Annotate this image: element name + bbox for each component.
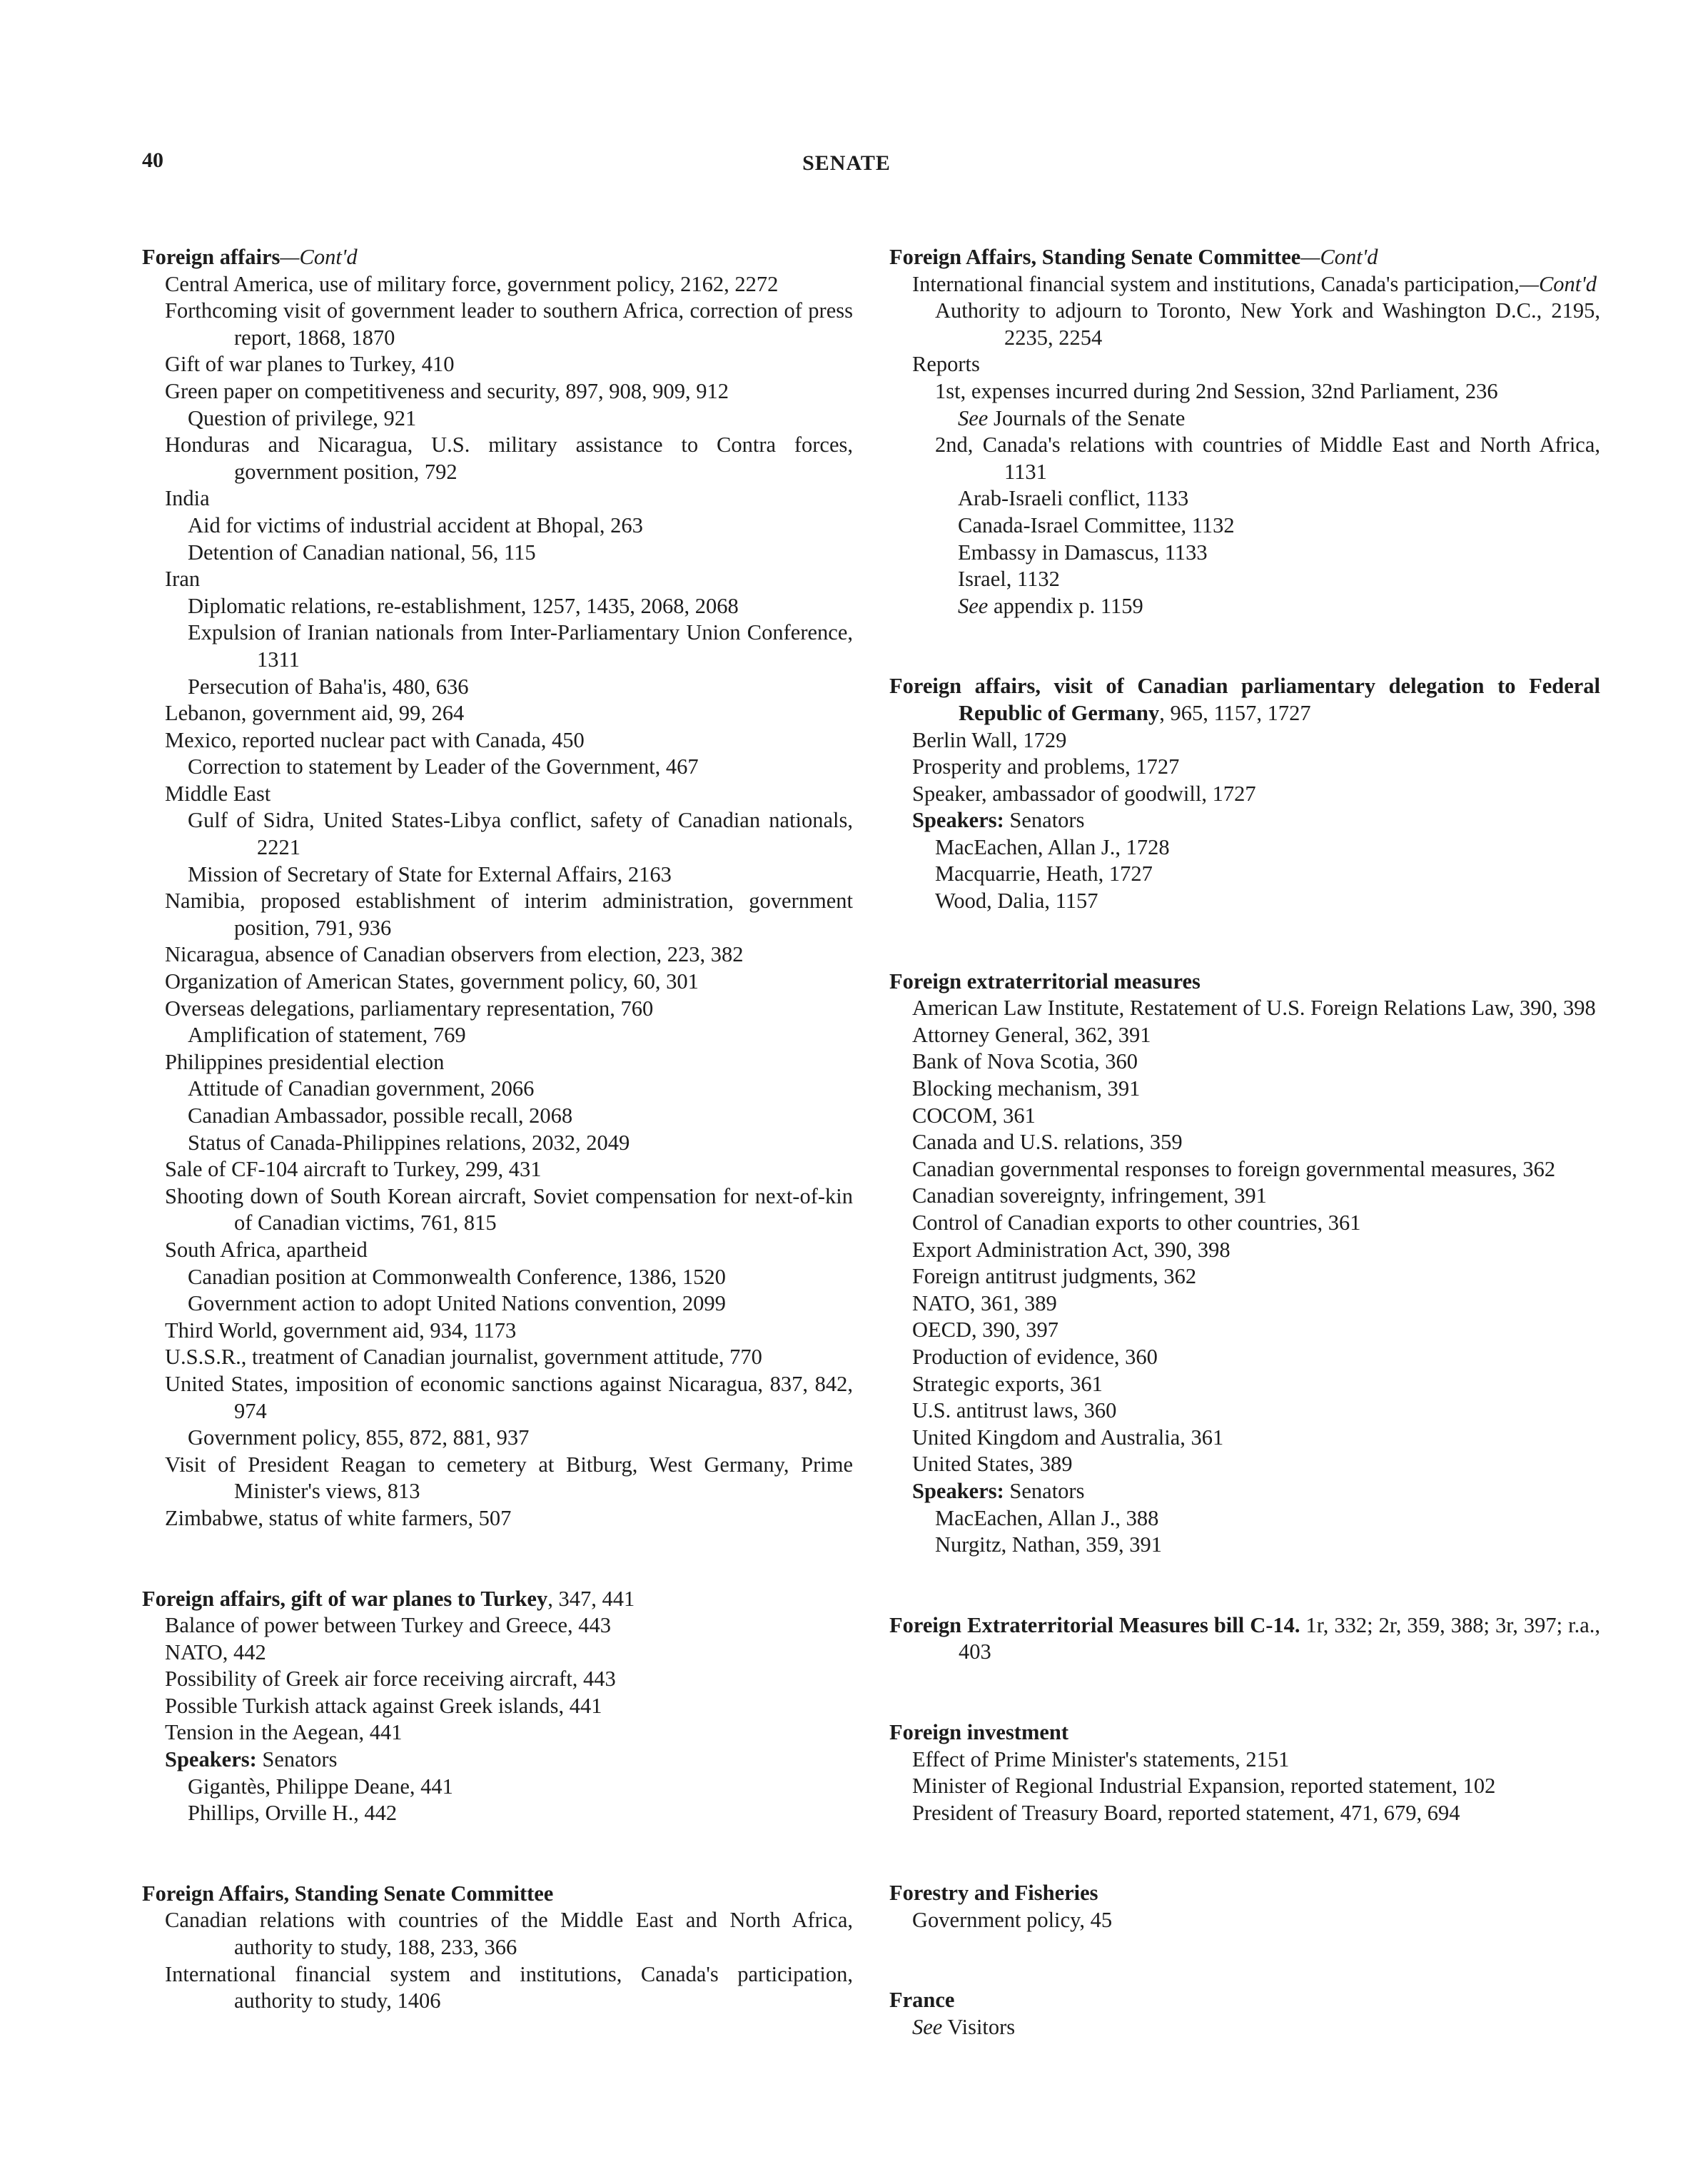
subentry-line (142, 754, 853, 781)
text-segment: NATO, 361, 389 (912, 1290, 1057, 1315)
subentry-line (889, 781, 1600, 808)
subentry-line (142, 1639, 853, 1667)
text-segment: Sale of CF-104 aircraft to Turkey, 299, 431 (165, 1157, 542, 1182)
text-segment: MacEachen, Allan J., 388 (935, 1505, 1159, 1530)
index-entry (142, 1586, 853, 1827)
subentry-line (889, 727, 1600, 754)
entry-heading (889, 244, 1600, 271)
subentry-line (889, 485, 1600, 512)
text-segment: —Cont'd (1300, 245, 1378, 269)
text-segment: Foreign Extraterritorial Measures bill C-14. (889, 1612, 1300, 1637)
subentry-line (142, 861, 853, 889)
subentry-line (889, 1129, 1600, 1156)
text-segment: Minister of Regional Industrial Expansion, reported statement, 102 (912, 1774, 1496, 1799)
text-segment: Forestry and Fisheries (889, 1881, 1098, 1906)
entry-heading (889, 969, 1600, 996)
text-segment: Lebanon, government aid, 99, 264 (165, 701, 465, 726)
entry-heading (142, 1881, 853, 1908)
index-entry (889, 244, 1600, 620)
entry-heading (889, 1612, 1600, 1666)
subentry-line (142, 378, 853, 405)
subentry-line (142, 1452, 853, 1505)
text-segment: Export Administration Act, 390, 398 (912, 1237, 1230, 1262)
subentry-line (142, 620, 853, 673)
text-segment: —Cont'd (280, 245, 358, 269)
text-segment: American Law Institute, Restatement of U.S. Foreign Relations Law, 390, 398 (912, 996, 1596, 1021)
subentry-line (889, 1532, 1600, 1559)
text-segment: Honduras and Nicaragua, U.S. military assistance to Contra forces, government position, 792 (165, 433, 853, 484)
text-segment: Foreign Affairs, Standing Senate Committee (142, 1881, 554, 1906)
text-segment: U.S. antitrust laws, 360 (912, 1398, 1117, 1423)
subentry-line (142, 1022, 853, 1049)
subentry-line (142, 700, 853, 727)
text-segment: Question of privilege, 921 (188, 405, 417, 430)
index-entry (142, 244, 853, 1532)
subentry-line (889, 1800, 1600, 1827)
text-segment: Forthcoming visit of government leader to southern Africa, correction of press report, 1868, 1870 (165, 298, 853, 350)
subentry-line (889, 351, 1600, 378)
text-segment: United States, imposition of economic sanctions against Nicaragua, 837, 842, 974 (165, 1371, 853, 1423)
text-segment: Nurgitz, Nathan, 359, 391 (935, 1532, 1162, 1557)
text-segment: Macquarrie, Heath, 1727 (935, 861, 1153, 886)
text-segment: Visit of President Reagan to cemetery at Bitburg, West Germany, Prime Minister's views, 813 (165, 1452, 853, 1504)
index-entry (889, 1880, 1600, 1933)
text-segment: Speakers: (912, 808, 1004, 833)
text-segment: Possible Turkish attack against Greek islands, 441 (165, 1693, 602, 1718)
text-segment: —Cont'd (1519, 271, 1597, 296)
text-segment: Foreign Affairs, Standing Senate Committee (889, 245, 1301, 269)
text-segment: Speakers: (912, 1478, 1004, 1503)
subentry-line (889, 1425, 1600, 1452)
text-segment: Strategic exports, 361 (912, 1371, 1103, 1396)
text-segment: Tension in the Aegean, 441 (165, 1720, 403, 1745)
subentry-line (889, 1317, 1600, 1344)
text-segment: , 347, 441 (547, 1586, 635, 1611)
text-segment: Senators (1004, 1478, 1085, 1503)
entry-heading (889, 1987, 1600, 2014)
subentry-line (142, 512, 853, 540)
text-segment: Canadian governmental responses to foreign governmental measures, 362 (912, 1156, 1556, 1181)
subentry-line (889, 271, 1600, 298)
text-segment: Government policy, 45 (912, 1907, 1113, 1932)
subentry-line (889, 1290, 1600, 1318)
text-segment: NATO, 442 (165, 1639, 266, 1664)
subentry-line (889, 754, 1600, 781)
text-segment: Zimbabwe, status of white farmers, 507 (165, 1505, 512, 1530)
text-segment: Attitude of Canadian government, 2066 (188, 1076, 535, 1101)
subentry-line (889, 1237, 1600, 1264)
text-segment: Namibia, proposed establishment of interim administration, government position, 791, 936 (165, 889, 853, 940)
text-segment: Amplification of statement, 769 (188, 1023, 466, 1048)
text-segment: Balance of power between Turkey and Greece, 443 (165, 1613, 612, 1638)
subentry-line (142, 1907, 853, 1961)
text-segment: Gift of war planes to Turkey, 410 (165, 352, 455, 377)
text-segment: Production of evidence, 360 (912, 1344, 1158, 1369)
text-segment: Aid for victims of industrial accident at Bhopal, 263 (188, 512, 643, 537)
text-segment: Philippines presidential election (165, 1049, 445, 1074)
subentry-line (889, 1505, 1600, 1532)
entry-heading (142, 244, 853, 271)
text-segment: Wood, Dalia, 1157 (935, 889, 1098, 914)
text-segment: Expulsion of Iranian nationals from Inter-Parliamentary Union Conference, 1311 (188, 620, 853, 672)
text-segment: Status of Canada-Philippines relations, 2032, 2049 (188, 1130, 630, 1155)
text-segment: Shooting down of South Korean aircraft, Soviet compensation for next-of-kin of Canadian victims, 761, 815 (165, 1183, 853, 1235)
subentry-line (889, 995, 1600, 1022)
subentry-line (142, 1156, 853, 1183)
text-segment: See (958, 593, 989, 618)
text-segment: Foreign affairs, gift of war planes to Turkey (142, 1586, 548, 1611)
text-segment: Central America, use of military force, government policy, 2162, 2272 (165, 271, 779, 296)
subentry-line (142, 405, 853, 433)
text-segment: France (889, 1988, 955, 2013)
subentry-line (142, 1774, 853, 1801)
text-segment: Authority to adjourn to Toronto, New York and Washington D.C., 2195, 2235, 2254 (935, 298, 1600, 350)
subentry-line (142, 1344, 853, 1371)
index-entry (889, 1719, 1600, 1826)
text-segment: Foreign extraterritorial measures (889, 969, 1201, 994)
subentry-line (889, 888, 1600, 915)
text-segment: Canada-Israel Committee, 1132 (958, 512, 1235, 537)
subentry-line (142, 1130, 853, 1157)
subentry-line (142, 1290, 853, 1318)
subentry-line (142, 1264, 853, 1291)
subentry-line (889, 1263, 1600, 1290)
subentry-line (889, 1183, 1600, 1210)
subentry-line (889, 1076, 1600, 1103)
subentry-line (142, 1505, 853, 1532)
subentry-line (889, 1907, 1600, 1934)
text-segment: Arab-Israeli conflict, 1133 (958, 486, 1189, 511)
subentry-line (142, 1612, 853, 1639)
subentry-line (889, 1773, 1600, 1800)
subentry-line (889, 1397, 1600, 1425)
text-segment: Phillips, Orville H., 442 (188, 1801, 398, 1826)
subentry-line (889, 566, 1600, 593)
text-segment: Blocking mechanism, 391 (912, 1076, 1141, 1101)
text-segment: Correction to statement by Leader of the Government, 467 (188, 754, 699, 779)
text-segment: Canadian relations with countries of the Middle East and North Africa, authority to study, 188, 233, 366 (165, 1908, 853, 1960)
subentry-line (142, 1183, 853, 1237)
text-segment: Speaker, ambassador of goodwill, 1727 (912, 781, 1256, 806)
text-segment: Middle East (165, 781, 271, 806)
text-segment: Third World, government aid, 934, 1173 (165, 1318, 517, 1343)
text-segment: Senators (256, 1747, 338, 1772)
subentry-line (889, 540, 1600, 567)
text-segment: Persecution of Baha'is, 480, 636 (188, 674, 469, 699)
text-segment: International financial system and institutions, Canada's participation, authority to study, 1406 (165, 1961, 853, 2013)
subentry-line (889, 405, 1600, 433)
subentry-line (889, 593, 1600, 620)
text-segment: United Kingdom and Australia, 361 (912, 1425, 1224, 1450)
text-segment: Green paper on competitiveness and security, 897, 908, 909, 912 (165, 378, 729, 403)
text-segment: Government policy, 855, 872, 881, 937 (188, 1425, 530, 1450)
text-segment: See (912, 2015, 943, 2040)
index-entry (889, 673, 1600, 914)
text-segment: Government action to adopt United Nations convention, 2099 (188, 1291, 726, 1316)
subentry-line (142, 351, 853, 378)
text-segment: MacEachen, Allan J., 1728 (935, 834, 1170, 859)
subentry-line (889, 1022, 1600, 1049)
subentry-line (142, 1693, 853, 1720)
text-segment: Visitors (942, 2015, 1016, 2040)
text-segment: Attorney General, 362, 391 (912, 1022, 1151, 1047)
text-segment: President of Treasury Board, reported statement, 471, 679, 694 (912, 1800, 1460, 1825)
subentry-line (142, 1076, 853, 1103)
index-entry (142, 1881, 853, 2015)
subentry-line (889, 432, 1600, 485)
running-head: SENATE (802, 151, 891, 175)
text-segment: Control of Canadian exports to other countries, 361 (912, 1210, 1361, 1235)
text-segment: 1st, expenses incurred during 2nd Session, 32nd Parliament, 236 (935, 378, 1498, 403)
subentry-line (889, 1451, 1600, 1478)
subentry-line (142, 540, 853, 567)
subentry-line (889, 1048, 1600, 1076)
subentry-line (889, 807, 1600, 834)
text-segment: Nicaragua, absence of Canadian observers from election, 223, 382 (165, 942, 744, 967)
text-segment: Journals of the Senate (988, 405, 1186, 430)
text-segment: Reports (912, 352, 980, 377)
text-segment: Foreign investment (889, 1719, 1069, 1744)
text-segment: Foreign affairs, visit of Canadian parliamentary delegation to Federal Republic of Germany (889, 674, 1600, 725)
subentry-line (142, 271, 853, 298)
subentry-line (142, 781, 853, 808)
right-column (889, 244, 1600, 2095)
text-segment: Diplomatic relations, re-establishment, 1257, 1435, 2068, 2068 (188, 593, 739, 618)
subentry-line (889, 861, 1600, 888)
index-entry (889, 1987, 1600, 2041)
subentry-line (142, 1746, 853, 1774)
text-segment: Foreign affairs (142, 245, 281, 269)
text-segment: , 965, 1157, 1727 (1159, 700, 1311, 725)
subentry-line (889, 1371, 1600, 1398)
text-segment: COCOM, 361 (912, 1103, 1036, 1128)
text-segment: Effect of Prime Minister's statements, 2151 (912, 1746, 1290, 1771)
subentry-line (142, 969, 853, 996)
subentry-line (142, 1049, 853, 1076)
subentry-line (889, 1746, 1600, 1774)
text-segment: U.S.S.R., treatment of Canadian journalist, government attitude, 770 (165, 1345, 762, 1370)
entry-heading (889, 1880, 1600, 1907)
subentry-line (142, 593, 853, 620)
text-segment: Israel, 1132 (958, 567, 1060, 592)
subentry-line (142, 1425, 853, 1452)
subentry-line (889, 834, 1600, 861)
text-segment: Bank of Nova Scotia, 360 (912, 1049, 1138, 1074)
text-segment: 2nd, Canada's relations with countries of Middle East and North Africa, 1131 (935, 433, 1600, 484)
subentry-line (142, 674, 853, 701)
subentry-line (142, 1237, 853, 1264)
entry-heading (142, 1586, 853, 1613)
subentry-line (142, 1103, 853, 1130)
subentry-line (889, 1210, 1600, 1237)
text-segment: Berlin Wall, 1729 (912, 727, 1067, 752)
index-entry (889, 969, 1600, 1559)
text-segment: Canadian position at Commonwealth Conference, 1386, 1520 (188, 1264, 726, 1289)
text-segment: Overseas delegations, parliamentary representation, 760 (165, 996, 654, 1021)
text-segment: Canada and U.S. relations, 359 (912, 1130, 1183, 1155)
subentry-line (889, 1156, 1600, 1183)
index-entry (889, 1612, 1600, 1666)
subentry-line (142, 566, 853, 593)
page-number: 40 (142, 148, 163, 172)
text-segment: Prosperity and problems, 1727 (912, 754, 1180, 779)
subentry-line (142, 1719, 853, 1746)
subentry-line (142, 1800, 853, 1827)
text-segment: Gulf of Sidra, United States-Libya conflict, safety of Canadian nationals, 2221 (188, 808, 853, 860)
text-segment: Foreign antitrust judgments, 362 (912, 1264, 1197, 1289)
entry-heading (889, 673, 1600, 727)
subentry-line (889, 378, 1600, 405)
text-segment: Mexico, reported nuclear pact with Canada, 450 (165, 727, 585, 752)
subentry-line (142, 485, 853, 512)
text-segment: Gigantès, Philippe Deane, 441 (188, 1774, 453, 1799)
text-segment: appendix p. 1159 (988, 593, 1143, 618)
subentry-line (889, 1478, 1600, 1505)
text-segment: Senators (1004, 808, 1085, 833)
subentry-line (142, 298, 853, 351)
subentry-line (889, 1103, 1600, 1130)
subentry-line (142, 1666, 853, 1693)
subentry-line (889, 2014, 1600, 2041)
subentry-line (889, 1344, 1600, 1371)
text-segment: See (958, 405, 989, 430)
text-segment: Detention of Canadian national, 56, 115 (188, 540, 536, 565)
text-segment: United States, 389 (912, 1452, 1073, 1477)
left-column (142, 244, 853, 2068)
text-segment: International financial system and institutions, Canada's participation, (912, 271, 1520, 296)
text-segment: Iran (165, 567, 201, 592)
text-segment: Canadian sovereignty, infringement, 391 (912, 1183, 1267, 1208)
subentry-line (889, 512, 1600, 540)
subentry-line (142, 888, 853, 941)
text-segment: India (165, 486, 210, 511)
subentry-line (142, 941, 853, 969)
subentry-line (142, 1371, 853, 1425)
entry-heading (889, 1719, 1600, 1746)
subentry-line (142, 1961, 853, 2015)
subentry-line (142, 807, 853, 861)
text-segment: Possibility of Greek air force receiving aircraft, 443 (165, 1667, 616, 1692)
subentry-line (142, 432, 853, 485)
text-segment: Organization of American States, government policy, 60, 301 (165, 969, 699, 994)
text-segment: Canadian Ambassador, possible recall, 2068 (188, 1103, 573, 1128)
text-segment: Mission of Secretary of State for External Affairs, 2163 (188, 861, 672, 886)
subentry-line (889, 298, 1600, 351)
subentry-line (142, 996, 853, 1023)
subentry-line (142, 1318, 853, 1345)
text-segment: Speakers: (165, 1747, 257, 1772)
text-segment: Embassy in Damascus, 1133 (958, 540, 1208, 565)
text-segment: 1r, 332; 2r, 359, 388; 3r, 397; r.a., 403 (959, 1612, 1600, 1664)
text-segment: OECD, 390, 397 (912, 1318, 1059, 1343)
subentry-line (142, 727, 853, 754)
text-segment: South Africa, apartheid (165, 1237, 368, 1262)
